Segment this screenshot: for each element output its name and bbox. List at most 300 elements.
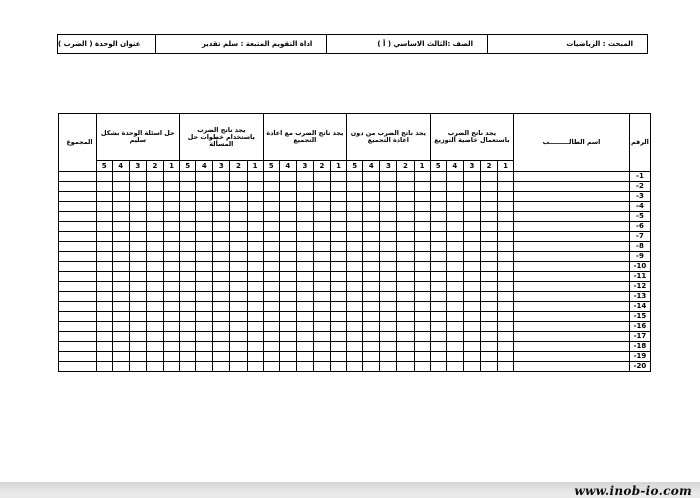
rating-cell[interactable] bbox=[247, 172, 263, 182]
rating-cell[interactable] bbox=[112, 172, 129, 182]
rating-cell[interactable] bbox=[279, 312, 296, 322]
rating-cell[interactable] bbox=[430, 252, 446, 262]
rating-cell[interactable] bbox=[347, 192, 363, 202]
rating-cell[interactable] bbox=[196, 302, 213, 312]
rating-cell[interactable] bbox=[313, 182, 330, 192]
rating-cell[interactable] bbox=[430, 292, 446, 302]
rating-cell[interactable] bbox=[347, 332, 363, 342]
rating-cell[interactable] bbox=[213, 312, 230, 322]
rating-cell[interactable] bbox=[163, 352, 179, 362]
rating-cell[interactable] bbox=[347, 172, 363, 182]
rating-cell[interactable] bbox=[213, 262, 230, 272]
rating-cell[interactable] bbox=[463, 232, 480, 242]
rating-cell[interactable] bbox=[230, 192, 247, 202]
student-name-cell[interactable] bbox=[514, 222, 630, 232]
rating-cell[interactable] bbox=[363, 292, 380, 302]
rating-cell[interactable] bbox=[146, 192, 163, 202]
rating-cell[interactable] bbox=[331, 312, 347, 322]
rating-cell[interactable] bbox=[247, 302, 263, 312]
rating-cell[interactable] bbox=[263, 172, 279, 182]
rating-cell[interactable] bbox=[196, 362, 213, 372]
rating-cell[interactable] bbox=[263, 212, 279, 222]
rating-cell[interactable] bbox=[146, 332, 163, 342]
rating-cell[interactable] bbox=[313, 322, 330, 332]
rating-cell[interactable] bbox=[498, 362, 514, 372]
rating-cell[interactable] bbox=[296, 172, 313, 182]
rating-cell[interactable] bbox=[213, 272, 230, 282]
rating-cell[interactable] bbox=[331, 282, 347, 292]
rating-cell[interactable] bbox=[446, 282, 463, 292]
rating-cell[interactable] bbox=[380, 282, 397, 292]
rating-cell[interactable] bbox=[213, 222, 230, 232]
rating-cell[interactable] bbox=[380, 212, 397, 222]
rating-cell[interactable] bbox=[347, 362, 363, 372]
rating-cell[interactable] bbox=[380, 192, 397, 202]
rating-cell[interactable] bbox=[180, 252, 196, 262]
total-cell[interactable] bbox=[59, 192, 97, 202]
rating-cell[interactable] bbox=[296, 352, 313, 362]
rating-cell[interactable] bbox=[96, 172, 112, 182]
rating-cell[interactable] bbox=[363, 222, 380, 232]
rating-cell[interactable] bbox=[196, 192, 213, 202]
rating-cell[interactable] bbox=[430, 212, 446, 222]
rating-cell[interactable] bbox=[380, 332, 397, 342]
rating-cell[interactable] bbox=[112, 182, 129, 192]
rating-cell[interactable] bbox=[163, 212, 179, 222]
rating-cell[interactable] bbox=[446, 192, 463, 202]
rating-cell[interactable] bbox=[263, 182, 279, 192]
rating-cell[interactable] bbox=[96, 242, 112, 252]
rating-cell[interactable] bbox=[363, 352, 380, 362]
total-cell[interactable] bbox=[59, 292, 97, 302]
rating-cell[interactable] bbox=[380, 312, 397, 322]
rating-cell[interactable] bbox=[247, 202, 263, 212]
rating-cell[interactable] bbox=[146, 282, 163, 292]
rating-cell[interactable] bbox=[263, 222, 279, 232]
rating-cell[interactable] bbox=[313, 232, 330, 242]
rating-cell[interactable] bbox=[230, 172, 247, 182]
rating-cell[interactable] bbox=[112, 292, 129, 302]
rating-cell[interactable] bbox=[363, 262, 380, 272]
rating-cell[interactable] bbox=[263, 332, 279, 342]
rating-cell[interactable] bbox=[230, 342, 247, 352]
rating-cell[interactable] bbox=[414, 282, 430, 292]
total-cell[interactable] bbox=[59, 242, 97, 252]
rating-cell[interactable] bbox=[463, 212, 480, 222]
rating-cell[interactable] bbox=[463, 362, 480, 372]
rating-cell[interactable] bbox=[112, 222, 129, 232]
rating-cell[interactable] bbox=[196, 182, 213, 192]
total-cell[interactable] bbox=[59, 262, 97, 272]
rating-cell[interactable] bbox=[296, 282, 313, 292]
rating-cell[interactable] bbox=[296, 222, 313, 232]
rating-cell[interactable] bbox=[112, 352, 129, 362]
rating-cell[interactable] bbox=[363, 182, 380, 192]
rating-cell[interactable] bbox=[279, 242, 296, 252]
student-name-cell[interactable] bbox=[514, 332, 630, 342]
rating-cell[interactable] bbox=[380, 202, 397, 212]
rating-cell[interactable] bbox=[380, 272, 397, 282]
rating-cell[interactable] bbox=[480, 262, 497, 272]
rating-cell[interactable] bbox=[180, 272, 196, 282]
rating-cell[interactable] bbox=[263, 292, 279, 302]
rating-cell[interactable] bbox=[129, 272, 146, 282]
rating-cell[interactable] bbox=[279, 202, 296, 212]
rating-cell[interactable] bbox=[414, 182, 430, 192]
rating-cell[interactable] bbox=[498, 302, 514, 312]
rating-cell[interactable] bbox=[163, 242, 179, 252]
rating-cell[interactable] bbox=[296, 262, 313, 272]
rating-cell[interactable] bbox=[296, 252, 313, 262]
rating-cell[interactable] bbox=[180, 262, 196, 272]
rating-cell[interactable] bbox=[129, 352, 146, 362]
rating-cell[interactable] bbox=[480, 332, 497, 342]
rating-cell[interactable] bbox=[347, 302, 363, 312]
rating-cell[interactable] bbox=[331, 222, 347, 232]
rating-cell[interactable] bbox=[397, 202, 414, 212]
rating-cell[interactable] bbox=[446, 202, 463, 212]
rating-cell[interactable] bbox=[279, 232, 296, 242]
rating-cell[interactable] bbox=[163, 332, 179, 342]
rating-cell[interactable] bbox=[397, 362, 414, 372]
rating-cell[interactable] bbox=[446, 352, 463, 362]
rating-cell[interactable] bbox=[96, 362, 112, 372]
rating-cell[interactable] bbox=[213, 252, 230, 262]
rating-cell[interactable] bbox=[397, 212, 414, 222]
rating-cell[interactable] bbox=[196, 222, 213, 232]
rating-cell[interactable] bbox=[430, 272, 446, 282]
rating-cell[interactable] bbox=[279, 212, 296, 222]
rating-cell[interactable] bbox=[146, 182, 163, 192]
rating-cell[interactable] bbox=[397, 192, 414, 202]
rating-cell[interactable] bbox=[363, 272, 380, 282]
rating-cell[interactable] bbox=[163, 312, 179, 322]
rating-cell[interactable] bbox=[180, 192, 196, 202]
rating-cell[interactable] bbox=[313, 242, 330, 252]
rating-cell[interactable] bbox=[347, 352, 363, 362]
rating-cell[interactable] bbox=[498, 232, 514, 242]
rating-cell[interactable] bbox=[397, 242, 414, 252]
rating-cell[interactable] bbox=[380, 232, 397, 242]
rating-cell[interactable] bbox=[163, 172, 179, 182]
rating-cell[interactable] bbox=[363, 312, 380, 322]
rating-cell[interactable] bbox=[463, 182, 480, 192]
rating-cell[interactable] bbox=[331, 352, 347, 362]
rating-cell[interactable] bbox=[247, 222, 263, 232]
rating-cell[interactable] bbox=[196, 332, 213, 342]
rating-cell[interactable] bbox=[112, 232, 129, 242]
rating-cell[interactable] bbox=[180, 172, 196, 182]
rating-cell[interactable] bbox=[331, 212, 347, 222]
rating-cell[interactable] bbox=[96, 232, 112, 242]
rating-cell[interactable] bbox=[279, 192, 296, 202]
rating-cell[interactable] bbox=[96, 352, 112, 362]
rating-cell[interactable] bbox=[430, 332, 446, 342]
rating-cell[interactable] bbox=[129, 242, 146, 252]
rating-cell[interactable] bbox=[196, 242, 213, 252]
rating-cell[interactable] bbox=[363, 282, 380, 292]
rating-cell[interactable] bbox=[498, 252, 514, 262]
rating-cell[interactable] bbox=[230, 232, 247, 242]
rating-cell[interactable] bbox=[380, 252, 397, 262]
rating-cell[interactable] bbox=[213, 332, 230, 342]
rating-cell[interactable] bbox=[279, 332, 296, 342]
rating-cell[interactable] bbox=[347, 272, 363, 282]
rating-cell[interactable] bbox=[347, 342, 363, 352]
rating-cell[interactable] bbox=[414, 322, 430, 332]
rating-cell[interactable] bbox=[463, 322, 480, 332]
rating-cell[interactable] bbox=[480, 302, 497, 312]
rating-cell[interactable] bbox=[180, 292, 196, 302]
rating-cell[interactable] bbox=[347, 262, 363, 272]
rating-cell[interactable] bbox=[446, 322, 463, 332]
rating-cell[interactable] bbox=[296, 342, 313, 352]
rating-cell[interactable] bbox=[380, 342, 397, 352]
rating-cell[interactable] bbox=[313, 252, 330, 262]
rating-cell[interactable] bbox=[363, 172, 380, 182]
rating-cell[interactable] bbox=[313, 302, 330, 312]
rating-cell[interactable] bbox=[397, 232, 414, 242]
rating-cell[interactable] bbox=[480, 222, 497, 232]
total-cell[interactable] bbox=[59, 232, 97, 242]
rating-cell[interactable] bbox=[430, 232, 446, 242]
rating-cell[interactable] bbox=[296, 232, 313, 242]
rating-cell[interactable] bbox=[463, 302, 480, 312]
rating-cell[interactable] bbox=[247, 262, 263, 272]
rating-cell[interactable] bbox=[96, 302, 112, 312]
rating-cell[interactable] bbox=[230, 222, 247, 232]
rating-cell[interactable] bbox=[196, 252, 213, 262]
rating-cell[interactable] bbox=[313, 312, 330, 322]
rating-cell[interactable] bbox=[414, 232, 430, 242]
rating-cell[interactable] bbox=[129, 192, 146, 202]
rating-cell[interactable] bbox=[313, 272, 330, 282]
rating-cell[interactable] bbox=[414, 362, 430, 372]
rating-cell[interactable] bbox=[196, 312, 213, 322]
rating-cell[interactable] bbox=[363, 202, 380, 212]
rating-cell[interactable] bbox=[163, 222, 179, 232]
rating-cell[interactable] bbox=[129, 342, 146, 352]
student-name-cell[interactable] bbox=[514, 262, 630, 272]
rating-cell[interactable] bbox=[146, 232, 163, 242]
rating-cell[interactable] bbox=[230, 362, 247, 372]
total-cell[interactable] bbox=[59, 252, 97, 262]
student-name-cell[interactable] bbox=[514, 352, 630, 362]
rating-cell[interactable] bbox=[480, 172, 497, 182]
rating-cell[interactable] bbox=[163, 302, 179, 312]
rating-cell[interactable] bbox=[247, 292, 263, 302]
rating-cell[interactable] bbox=[347, 212, 363, 222]
rating-cell[interactable] bbox=[163, 282, 179, 292]
rating-cell[interactable] bbox=[397, 172, 414, 182]
rating-cell[interactable] bbox=[279, 322, 296, 332]
rating-cell[interactable] bbox=[414, 172, 430, 182]
rating-cell[interactable] bbox=[414, 352, 430, 362]
rating-cell[interactable] bbox=[296, 332, 313, 342]
rating-cell[interactable] bbox=[347, 222, 363, 232]
rating-cell[interactable] bbox=[279, 172, 296, 182]
rating-cell[interactable] bbox=[263, 342, 279, 352]
rating-cell[interactable] bbox=[347, 312, 363, 322]
total-cell[interactable] bbox=[59, 332, 97, 342]
rating-cell[interactable] bbox=[380, 262, 397, 272]
rating-cell[interactable] bbox=[279, 352, 296, 362]
rating-cell[interactable] bbox=[163, 202, 179, 212]
rating-cell[interactable] bbox=[230, 312, 247, 322]
rating-cell[interactable] bbox=[180, 302, 196, 312]
rating-cell[interactable] bbox=[463, 192, 480, 202]
student-name-cell[interactable] bbox=[514, 312, 630, 322]
rating-cell[interactable] bbox=[430, 362, 446, 372]
rating-cell[interactable] bbox=[163, 182, 179, 192]
total-cell[interactable] bbox=[59, 222, 97, 232]
rating-cell[interactable] bbox=[498, 202, 514, 212]
rating-cell[interactable] bbox=[380, 322, 397, 332]
rating-cell[interactable] bbox=[363, 242, 380, 252]
rating-cell[interactable] bbox=[247, 312, 263, 322]
rating-cell[interactable] bbox=[247, 342, 263, 352]
rating-cell[interactable] bbox=[397, 332, 414, 342]
total-cell[interactable] bbox=[59, 172, 97, 182]
rating-cell[interactable] bbox=[146, 222, 163, 232]
rating-cell[interactable] bbox=[296, 202, 313, 212]
student-name-cell[interactable] bbox=[514, 242, 630, 252]
student-name-cell[interactable] bbox=[514, 232, 630, 242]
rating-cell[interactable] bbox=[230, 282, 247, 292]
rating-cell[interactable] bbox=[112, 282, 129, 292]
rating-cell[interactable] bbox=[363, 252, 380, 262]
rating-cell[interactable] bbox=[129, 232, 146, 242]
rating-cell[interactable] bbox=[129, 212, 146, 222]
rating-cell[interactable] bbox=[180, 352, 196, 362]
rating-cell[interactable] bbox=[380, 292, 397, 302]
rating-cell[interactable] bbox=[296, 362, 313, 372]
rating-cell[interactable] bbox=[446, 182, 463, 192]
rating-cell[interactable] bbox=[230, 322, 247, 332]
rating-cell[interactable] bbox=[498, 262, 514, 272]
rating-cell[interactable] bbox=[446, 302, 463, 312]
rating-cell[interactable] bbox=[180, 202, 196, 212]
rating-cell[interactable] bbox=[313, 292, 330, 302]
rating-cell[interactable] bbox=[146, 292, 163, 302]
rating-cell[interactable] bbox=[498, 312, 514, 322]
rating-cell[interactable] bbox=[213, 282, 230, 292]
rating-cell[interactable] bbox=[463, 282, 480, 292]
rating-cell[interactable] bbox=[213, 352, 230, 362]
rating-cell[interactable] bbox=[112, 302, 129, 312]
rating-cell[interactable] bbox=[313, 282, 330, 292]
rating-cell[interactable] bbox=[397, 282, 414, 292]
rating-cell[interactable] bbox=[380, 352, 397, 362]
rating-cell[interactable] bbox=[347, 282, 363, 292]
rating-cell[interactable] bbox=[112, 252, 129, 262]
student-name-cell[interactable] bbox=[514, 282, 630, 292]
rating-cell[interactable] bbox=[446, 262, 463, 272]
student-name-cell[interactable] bbox=[514, 342, 630, 352]
rating-cell[interactable] bbox=[230, 332, 247, 342]
rating-cell[interactable] bbox=[180, 222, 196, 232]
rating-cell[interactable] bbox=[463, 292, 480, 302]
rating-cell[interactable] bbox=[480, 242, 497, 252]
rating-cell[interactable] bbox=[196, 322, 213, 332]
rating-cell[interactable] bbox=[313, 192, 330, 202]
student-name-cell[interactable] bbox=[514, 172, 630, 182]
rating-cell[interactable] bbox=[347, 242, 363, 252]
rating-cell[interactable] bbox=[96, 312, 112, 322]
rating-cell[interactable] bbox=[480, 342, 497, 352]
rating-cell[interactable] bbox=[247, 322, 263, 332]
rating-cell[interactable] bbox=[180, 342, 196, 352]
rating-cell[interactable] bbox=[414, 272, 430, 282]
rating-cell[interactable] bbox=[247, 242, 263, 252]
rating-cell[interactable] bbox=[196, 352, 213, 362]
rating-cell[interactable] bbox=[263, 302, 279, 312]
rating-cell[interactable] bbox=[313, 202, 330, 212]
rating-cell[interactable] bbox=[463, 342, 480, 352]
rating-cell[interactable] bbox=[397, 322, 414, 332]
rating-cell[interactable] bbox=[146, 252, 163, 262]
rating-cell[interactable] bbox=[163, 192, 179, 202]
rating-cell[interactable] bbox=[363, 322, 380, 332]
rating-cell[interactable] bbox=[296, 322, 313, 332]
rating-cell[interactable] bbox=[463, 312, 480, 322]
rating-cell[interactable] bbox=[129, 222, 146, 232]
rating-cell[interactable] bbox=[313, 222, 330, 232]
rating-cell[interactable] bbox=[414, 342, 430, 352]
rating-cell[interactable] bbox=[96, 222, 112, 232]
rating-cell[interactable] bbox=[129, 202, 146, 212]
rating-cell[interactable] bbox=[313, 332, 330, 342]
rating-cell[interactable] bbox=[112, 192, 129, 202]
rating-cell[interactable] bbox=[180, 282, 196, 292]
rating-cell[interactable] bbox=[146, 322, 163, 332]
rating-cell[interactable] bbox=[397, 342, 414, 352]
rating-cell[interactable] bbox=[463, 332, 480, 342]
rating-cell[interactable] bbox=[279, 252, 296, 262]
rating-cell[interactable] bbox=[463, 262, 480, 272]
rating-cell[interactable] bbox=[129, 262, 146, 272]
total-cell[interactable] bbox=[59, 202, 97, 212]
rating-cell[interactable] bbox=[112, 332, 129, 342]
rating-cell[interactable] bbox=[230, 212, 247, 222]
rating-cell[interactable] bbox=[480, 292, 497, 302]
rating-cell[interactable] bbox=[112, 272, 129, 282]
total-cell[interactable] bbox=[59, 342, 97, 352]
rating-cell[interactable] bbox=[363, 342, 380, 352]
rating-cell[interactable] bbox=[163, 272, 179, 282]
rating-cell[interactable] bbox=[498, 212, 514, 222]
rating-cell[interactable] bbox=[263, 242, 279, 252]
rating-cell[interactable] bbox=[279, 262, 296, 272]
rating-cell[interactable] bbox=[129, 292, 146, 302]
rating-cell[interactable] bbox=[163, 252, 179, 262]
rating-cell[interactable] bbox=[446, 222, 463, 232]
rating-cell[interactable] bbox=[331, 342, 347, 352]
rating-cell[interactable] bbox=[380, 242, 397, 252]
rating-cell[interactable] bbox=[480, 272, 497, 282]
total-cell[interactable] bbox=[59, 312, 97, 322]
rating-cell[interactable] bbox=[180, 312, 196, 322]
rating-cell[interactable] bbox=[430, 302, 446, 312]
rating-cell[interactable] bbox=[498, 272, 514, 282]
rating-cell[interactable] bbox=[414, 262, 430, 272]
rating-cell[interactable] bbox=[414, 212, 430, 222]
rating-cell[interactable] bbox=[213, 242, 230, 252]
rating-cell[interactable] bbox=[463, 172, 480, 182]
rating-cell[interactable] bbox=[96, 262, 112, 272]
rating-cell[interactable] bbox=[279, 282, 296, 292]
student-name-cell[interactable] bbox=[514, 252, 630, 262]
